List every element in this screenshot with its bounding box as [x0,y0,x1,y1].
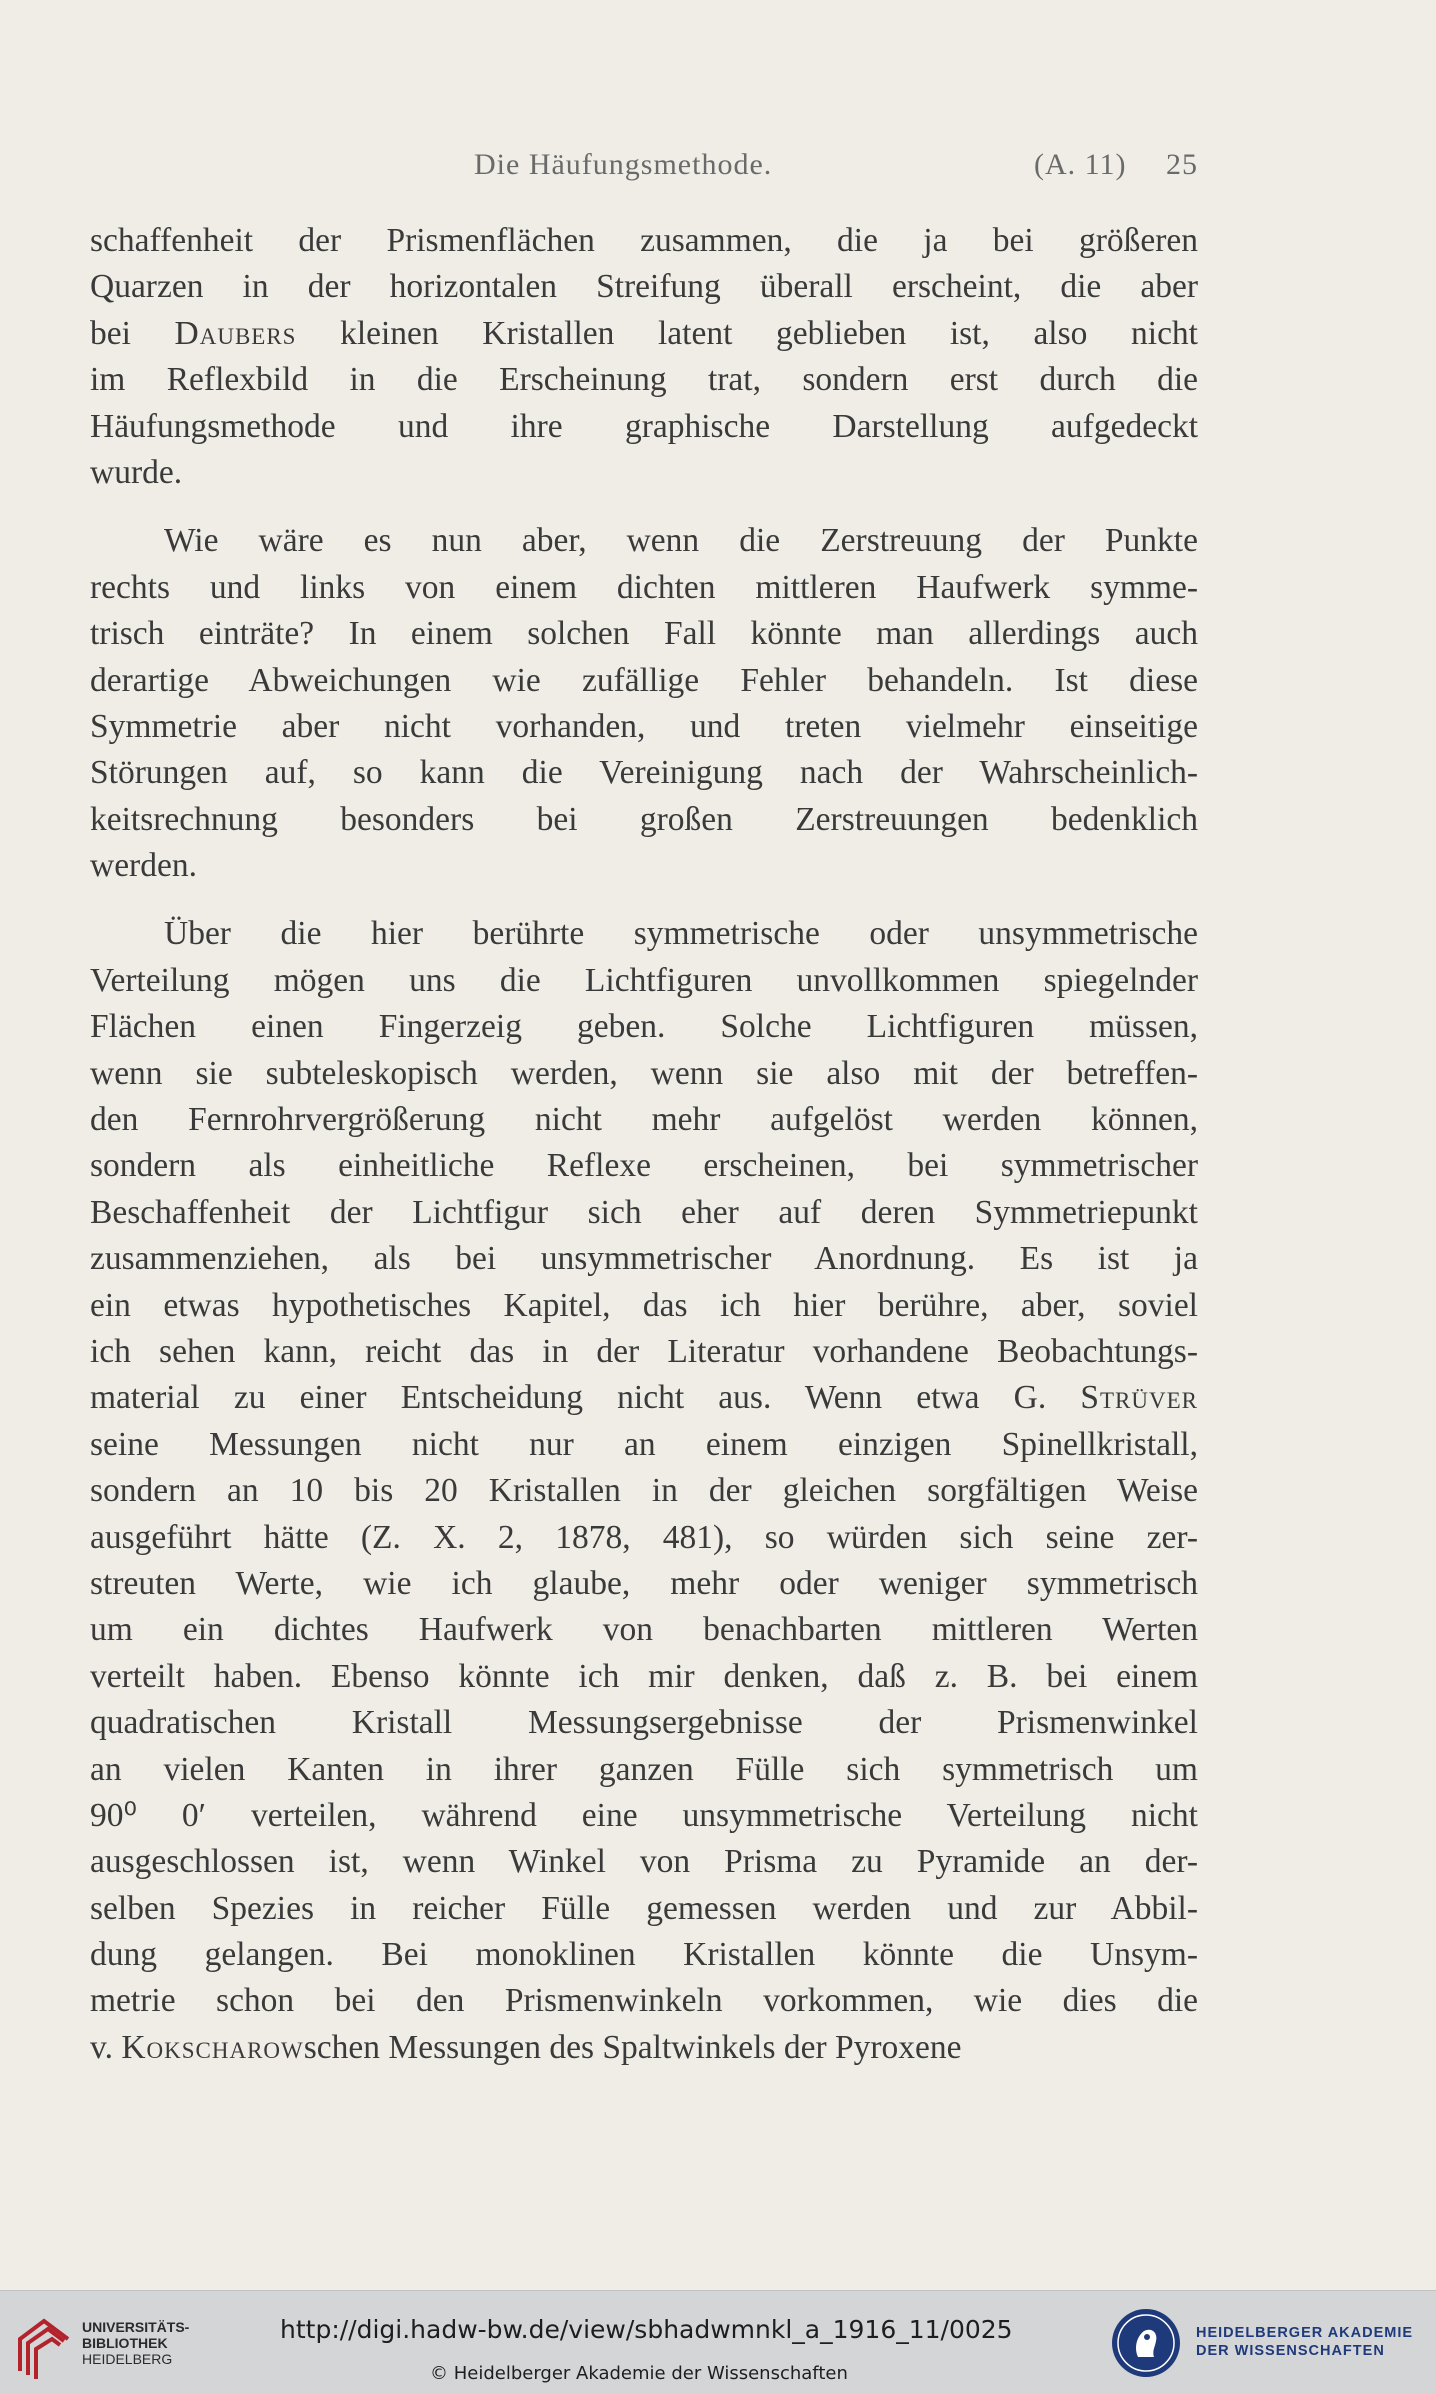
library-name-line1: UNIVERSITÄTS- [82,2319,190,2335]
text-line [90,2025,1198,2071]
text-segment: Flächen einen Fingerzeig geben. Solche Lichtfiguren müssen, [90,1008,1198,1046]
text-line [90,843,1198,889]
text-line [90,1329,1198,1375]
text-segment: kleinen Kristallen latent geblieben ist, also nicht [296,314,1198,352]
author-name: Strüver [1080,1379,1198,1417]
text-segment: material zu einer Entscheidung nicht aus. Wenn etwa G. [90,1379,1081,1417]
text-line [90,1607,1198,1653]
copyright-notice: © Heidelberger Akademie der Wissenschaften [430,2363,848,2384]
text-segment: streuten Werte, wie ich glaube, mehr oder weniger symmetrisch [90,1564,1198,1602]
text-line [90,1468,1198,1514]
text-line [90,911,1198,957]
paragraph [90,518,1198,889]
text-line [90,958,1198,1004]
permalink-url[interactable]: http://digi.hadw-bw.de/view/sbhadwmnkl_a_1916_11/0025 [280,2315,1013,2344]
text-segment: Beschaffenheit der Lichtfigur sich eher auf deren Symmetriepunkt [90,1193,1198,1231]
text-segment: ausgeführt hätte (Z. X. 2, 1878, 481), so würden sich seine zer- [90,1518,1198,1556]
text-line [90,1004,1198,1050]
text-segment: werden. [90,847,197,885]
text-segment: schen Messungen des Spaltwinkels der Pyroxene [303,2028,962,2066]
section-number: (A. 11) [1034,148,1127,181]
university-library-logo-icon [14,2313,74,2383]
running-head [90,148,1198,188]
author-name: Kokscharow [121,2028,304,2066]
text-line [90,1886,1198,1932]
text-line [90,1932,1198,1978]
text-segment: seine Messungen nicht nur an einem einzigen Spinellkristall, [90,1425,1198,1463]
academy-seal-icon [1110,2307,1182,2379]
text-segment: 90⁰ 0′ verteilen, während eine unsymmetrische Verteilung nicht [90,1796,1198,1834]
text-line [90,1143,1198,1189]
text-segment: schaffenheit der Prismenflächen zusammen, die ja bei größeren [90,222,1198,259]
academy-name-line2: DER WISSENSCHAFTEN [1196,2343,1385,2359]
university-library-name [82,2319,189,2367]
text-segment: ich sehen kann, reicht das in der Literatur vorhandene Beobachtungs- [90,1332,1198,1370]
text-line [90,1561,1198,1607]
academy-name-line1: HEIDELBERGER AKADEMIE [1196,2325,1414,2341]
text-segment: dung gelangen. Bei monoklinen Kristallen könnte die Unsym- [90,1936,1198,1974]
text-line [90,611,1198,657]
text-segment: v. [90,2028,122,2066]
text-line [90,1422,1198,1468]
paragraph [90,218,1198,496]
text-line [90,404,1198,450]
academy-name [1196,2324,1413,2360]
text-line [90,565,1198,611]
text-segment: trisch einträte? In einem solchen Fall könnte man allerdings auch [90,615,1198,653]
text-line [90,1375,1198,1421]
text-line [90,704,1198,750]
text-line [90,1978,1198,2024]
text-segment: um ein dichtes Haufwerk von benachbarten mittleren Werten [90,1611,1198,1649]
running-title: Die Häufungsmethode. [474,148,773,181]
text-line [90,357,1198,403]
text-segment: zusammenziehen, als bei unsymmetrischer Anordnung. Es ist ja [90,1240,1198,1278]
text-segment: Verteilung mögen uns die Lichtfiguren unvollkommen spiegelnder [90,961,1198,999]
text-segment: Wie wäre es nun aber, wenn die Zerstreuung der Punkte [164,522,1198,560]
viewer-footer [0,2290,1436,2394]
text-segment: Quarzen in der horizontalen Streifung überall erscheint, die aber [90,268,1198,306]
text-line [90,264,1198,310]
text-line [90,1283,1198,1329]
text-segment: wurde. [90,453,183,491]
text-line [90,1793,1198,1839]
text-line [90,1051,1198,1097]
text-segment: an vielen Kanten in ihrer ganzen Fülle sich symmetrisch um [90,1750,1198,1788]
text-line [90,311,1198,357]
text-segment: den Fernrohrvergrößerung nicht mehr aufgelöst werden können, [90,1101,1198,1139]
text-line [90,1097,1198,1143]
text-segment: quadratischen Kristall Messungsergebnisse der Prismenwinkel [90,1704,1198,1742]
text-segment: Symmetrie aber nicht vorhanden, und treten vielmehr einseitige [90,707,1198,745]
text-segment: Über die hier berührte symmetrische oder unsymmetrische [164,915,1198,953]
text-segment: selben Spezies in reicher Fülle gemessen werden und zur Abbil- [90,1889,1198,1927]
text-line [90,797,1198,843]
text-segment: ein etwas hypothetisches Kapitel, das ich hier berühre, aber, soviel [90,1286,1198,1324]
text-line [90,450,1198,496]
text-segment: metrie schon bei den Prismenwinkeln vorkommen, wie dies die [90,1982,1198,2020]
paragraph [90,911,1198,2071]
text-line [90,1515,1198,1561]
text-line [90,218,1198,264]
text-line [90,1236,1198,1282]
text-segment: wenn sie subteleskopisch werden, wenn sie also mit der betreffen- [90,1054,1198,1092]
text-line [90,1700,1198,1746]
text-line [90,1654,1198,1700]
text-segment: im Reflexbild in die Erscheinung trat, sondern erst durch die [90,361,1198,399]
text-segment: sondern als einheitliche Reflexe erscheinen, bei symmetrischer [90,1147,1198,1185]
library-name-line3: HEIDELBERG [82,2351,173,2367]
text-segment: keitsrechnung besonders bei großen Zerstreuungen bedenklich [90,800,1198,838]
page-number: 25 [1166,148,1198,181]
text-line [90,658,1198,704]
text-line [90,518,1198,564]
text-segment: sondern an 10 bis 20 Kristallen in der gleichen sorgfältigen Weise [90,1472,1198,1510]
text-segment: Störungen auf, so kann die Vereinigung nach der Wahrscheinlich- [90,754,1198,792]
text-segment: verteilt haben. Ebenso könnte ich mir denken, daß z. B. bei einem [90,1657,1198,1695]
text-segment: rechts und links von einem dichten mittleren Haufwerk symme- [90,568,1198,606]
text-line [90,750,1198,796]
text-segment: Häufungsmethode und ihre graphische Darstellung aufgedeckt [90,407,1198,445]
text-segment: derartige Abweichungen wie zufällige Fehler behandeln. Ist diese [90,661,1198,699]
text-segment: bei [90,314,175,352]
text-line [90,1747,1198,1793]
text-line [90,1839,1198,1885]
author-name: Daubers [174,314,297,352]
text-segment: ausgeschlossen ist, wenn Winkel von Prisma zu Pyramide an der- [90,1843,1198,1881]
text-line [90,1190,1198,1236]
library-name-line2: BIBLIOTHEK [82,2335,168,2351]
body-text [90,218,1198,2093]
